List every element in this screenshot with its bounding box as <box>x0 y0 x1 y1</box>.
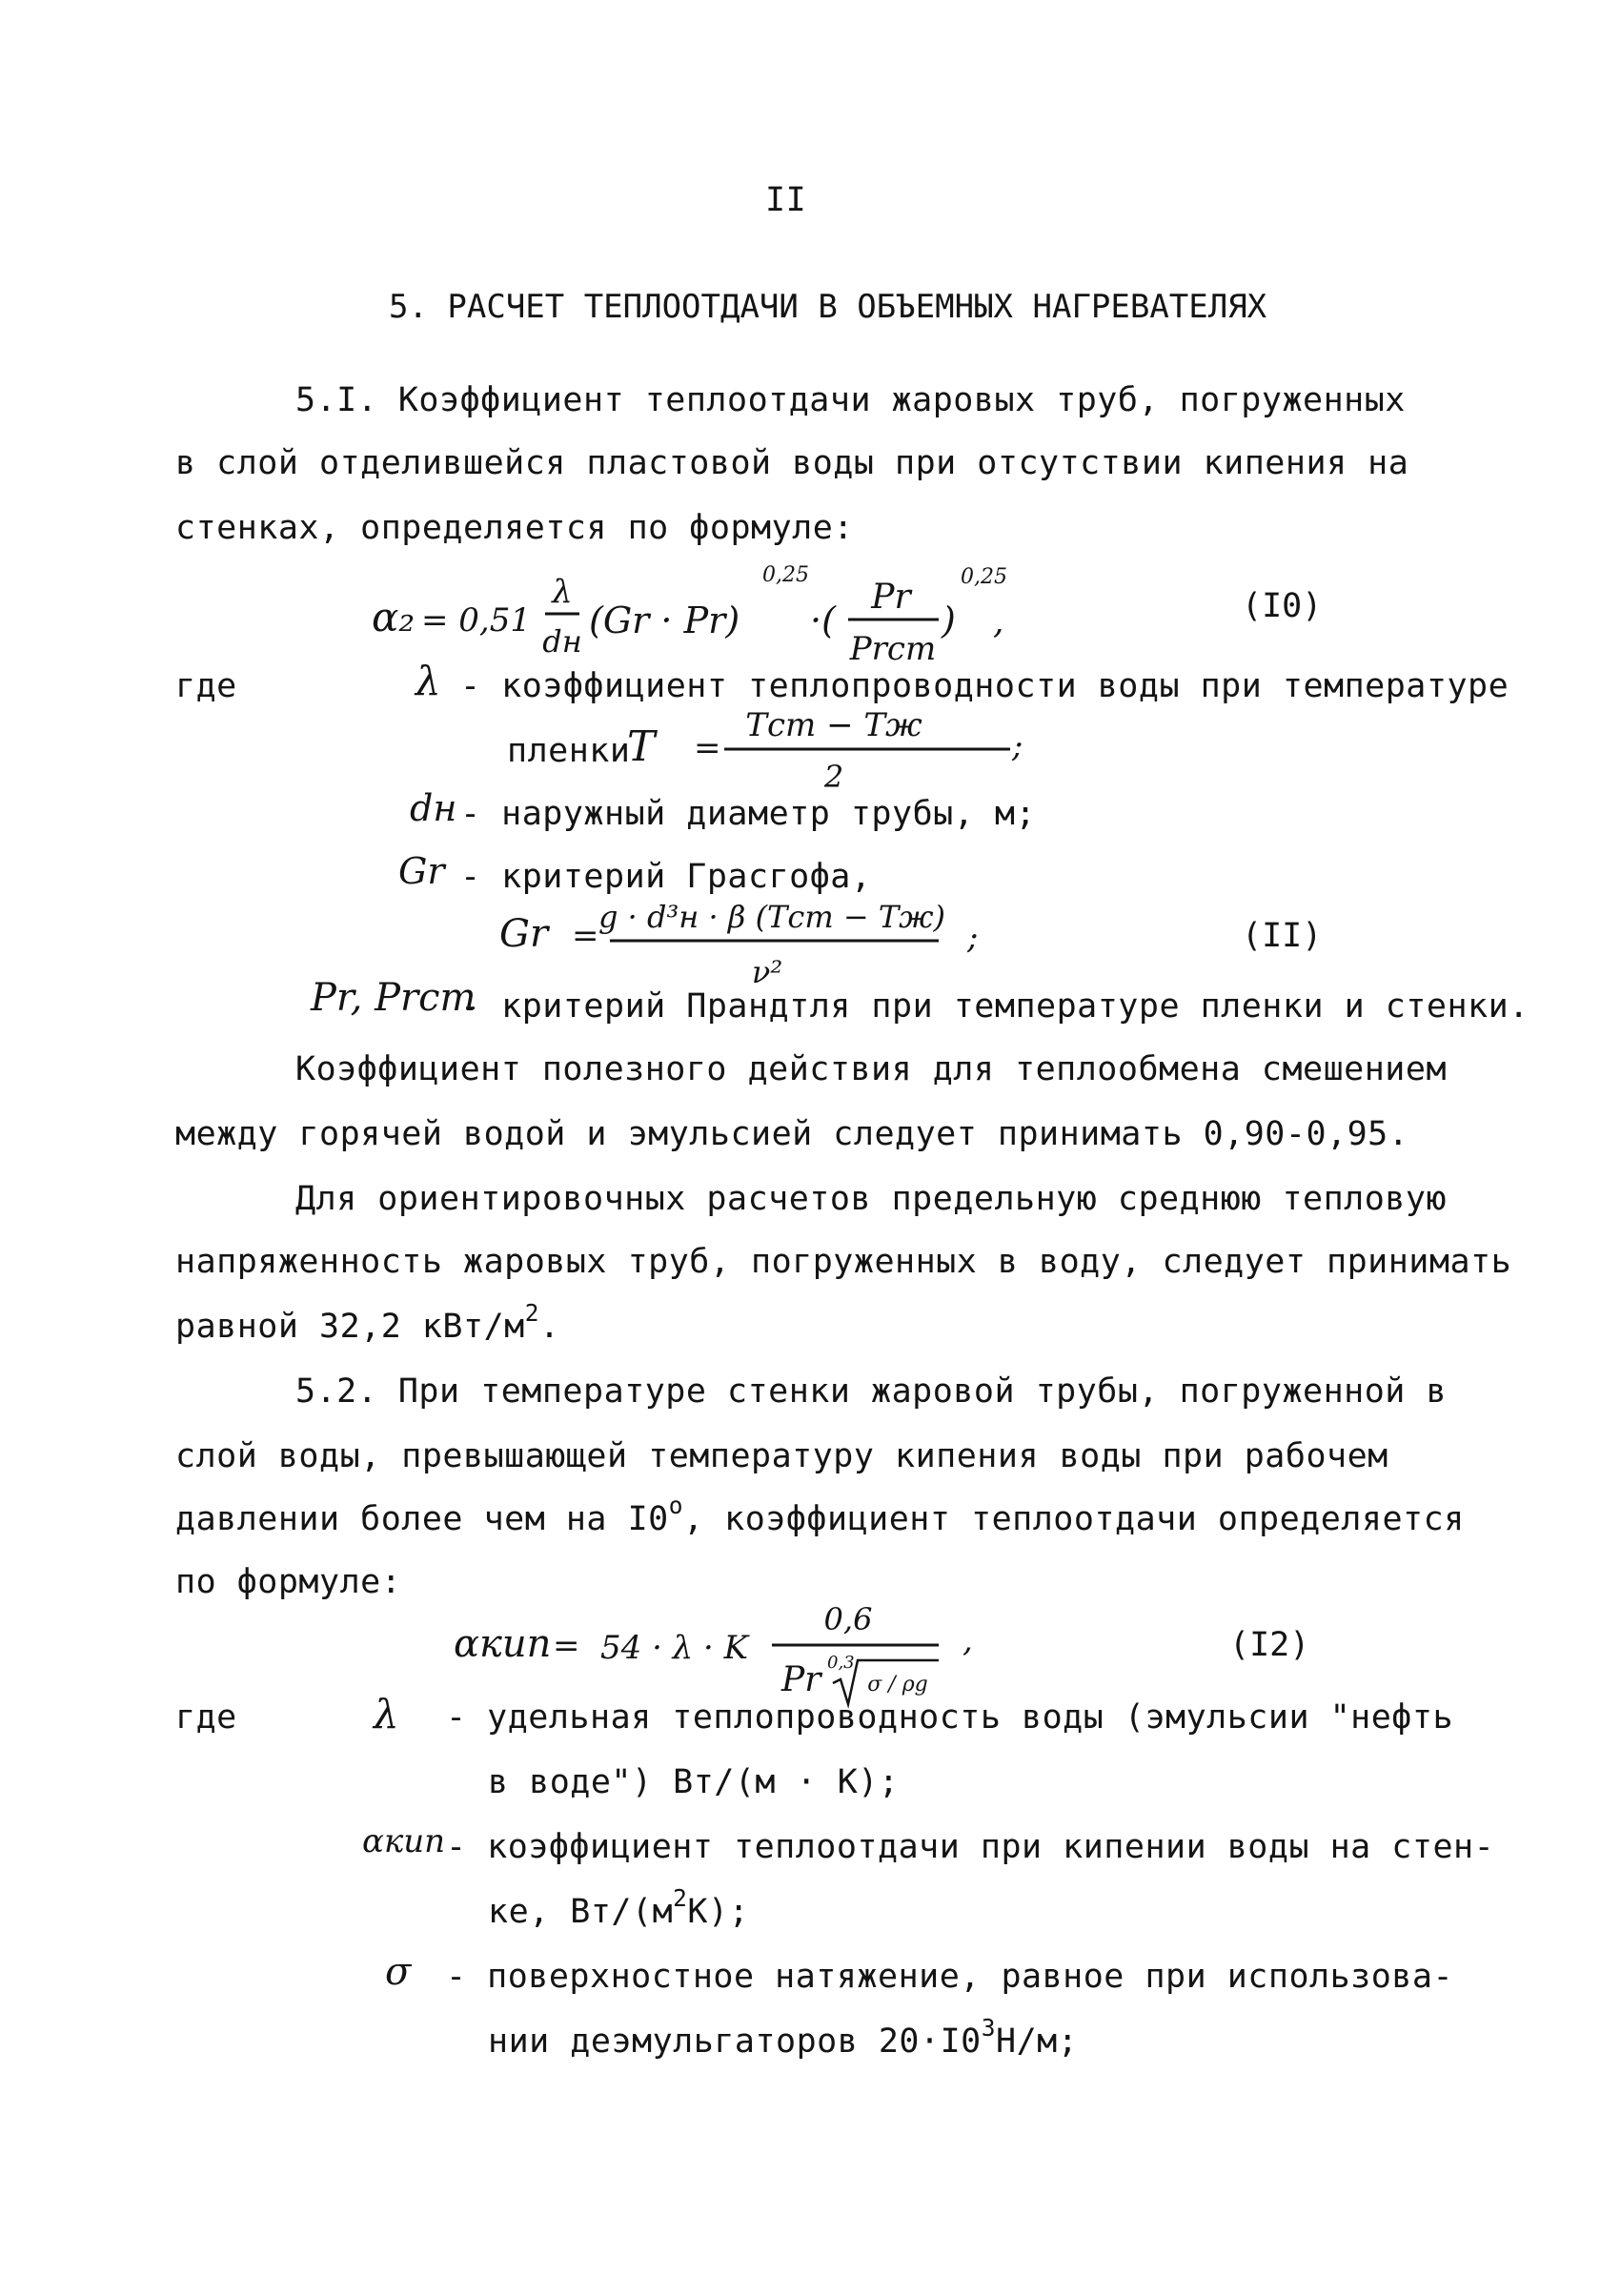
eq10-frac-den: dн <box>542 623 582 660</box>
eq11-den: ν² <box>751 954 783 990</box>
def2-lambda-symbol: λ <box>374 1691 399 1737</box>
eq10-frac-num: λ <box>552 573 573 611</box>
eq11-number: (II) <box>1242 917 1323 955</box>
eq11-lhs: Gr <box>499 912 549 956</box>
def2-lambda-line-1: - удельная теплопроводность воды (эмульсии "нефть <box>446 1698 1454 1737</box>
film-T-eq: = <box>694 729 721 767</box>
eq12-rhs: 54 · λ · K <box>600 1629 749 1667</box>
plenka-label: пленки <box>507 732 631 770</box>
def2-sigma-symbol: σ <box>385 1950 412 1994</box>
p51-line-1: 5.I. Коэффициент теплоотдачи жаровых труб, погруженных <box>295 381 1406 419</box>
kpd-line-1: Коэффициент полезного действия для теплообмена смешением <box>295 1050 1448 1088</box>
eq10-ratio-num: Pr <box>871 578 911 617</box>
est-line-1: Для ориентировочных расчетов предельную среднюю тепловую <box>295 1180 1448 1218</box>
eq10-exp2: 0,25 <box>961 565 1007 589</box>
eq12-tail: , <box>962 1621 973 1659</box>
eq12-den-pr: Pr <box>781 1660 821 1699</box>
eq10-exp1: 0,25 <box>762 563 809 587</box>
def2-lambda-line-2: в воде") Вт/(м · К); <box>488 1763 900 1801</box>
def-dn-symbol: dн <box>410 787 457 829</box>
def-pr-symbol: Pr, Prст <box>311 976 476 1020</box>
def-gr-symbol: Gr <box>398 850 445 892</box>
p52-line-2: слой воды, превышающей температуру кипения воды при рабочем <box>175 1437 1388 1475</box>
where2-gde: где <box>175 1698 237 1737</box>
eq10-number: (I0) <box>1242 587 1323 625</box>
equation-10 <box>362 553 1048 677</box>
film-temperature-formula <box>619 696 1039 801</box>
def-gr-text: - критерий Грасгофа, <box>460 858 872 896</box>
eq10-tail: , <box>993 602 1004 641</box>
p52-line-1: 5.2. При температуре стенки жаровой трубы, погруженной в <box>295 1372 1448 1411</box>
def2-alpha-symbol: αкип <box>362 1822 446 1860</box>
p52-line-4: по формуле: <box>175 1563 402 1601</box>
eq10-group: (Gr · Pr) <box>589 599 740 641</box>
def2-sigma-line-1: - поверхностное натяжение, равное при использова- <box>446 1958 1454 1996</box>
svg-text:·(: ·( <box>810 599 836 641</box>
eq10-coef: = 0,51 <box>421 601 531 640</box>
p51-line-2: в слой отделившейся пластовой воды при отсутствии кипения на <box>175 444 1409 482</box>
film-T-symbol: T <box>627 722 656 771</box>
est-line-2: напряженность жаровых труб, погруженных в воду, следует принимать <box>175 1243 1512 1281</box>
equation-11 <box>496 891 991 996</box>
eq11-tail: ; <box>967 919 979 957</box>
eq12-eq: = <box>553 1627 580 1665</box>
def2-alpha-line-1: - коэффициент теплоотдачи при кипении воды на стен- <box>446 1828 1495 1866</box>
film-T-num: Tст − Tж <box>745 706 922 744</box>
eq11-num: g · d³н · β (Tст − Tж) <box>598 899 946 935</box>
equation-12 <box>448 1592 1020 1716</box>
def-dn-text: - наружный диаметр трубы, м; <box>460 795 1037 833</box>
page-number: II <box>765 181 807 219</box>
def-lambda-text: - коэффициент теплопроводности воды при температуре <box>460 667 1510 705</box>
film-T-tail: ; <box>1012 727 1023 765</box>
eq12-root: σ / ρg <box>867 1673 928 1697</box>
def2-alpha-line-2: ке, $Вт/(м^2К)$; <box>488 1883 750 1931</box>
eq12-root-index: 0,3 <box>827 1653 855 1673</box>
section-title: 5. РАСЧЕТ ТЕПЛООТДАЧИ В ОБЪЕМНЫХ НАГРЕВАТЕЛЯХ <box>389 288 1267 326</box>
svg-text:): ) <box>942 599 956 641</box>
film-T-den: 2 <box>823 759 844 795</box>
def-lambda-symbol: λ <box>415 658 441 704</box>
eq10-lhs: α₂ <box>372 594 415 640</box>
eq12-lhs: αкип <box>454 1622 552 1666</box>
eq12-num: 0,6 <box>823 1601 873 1637</box>
kpd-line-2: между горячей водой и эмульсией следует принимать 0,90-0,95. <box>175 1115 1409 1153</box>
where1-gde: где <box>175 667 237 705</box>
def2-sigma-line-2: нии деэмульгаторов $20\cdot I0^3Н/м$; <box>488 2013 1079 2061</box>
p51-line-3: стенках, определяется по формуле: <box>175 509 854 547</box>
eq10-ratio-den: Prст <box>849 630 937 668</box>
def-pr-text: - критерий Прандтля при температуре пленки и стенки. <box>460 987 1530 1026</box>
eq12-number: (I2) <box>1229 1626 1310 1664</box>
est-line-3: равной 32,2 кВт/$м^2$. <box>175 1298 560 1346</box>
eq11-eq: = <box>572 917 599 955</box>
p52-line-3: давлении более чем на $I0^о$, коэффициент теплоотдачи определяется <box>175 1491 1465 1538</box>
